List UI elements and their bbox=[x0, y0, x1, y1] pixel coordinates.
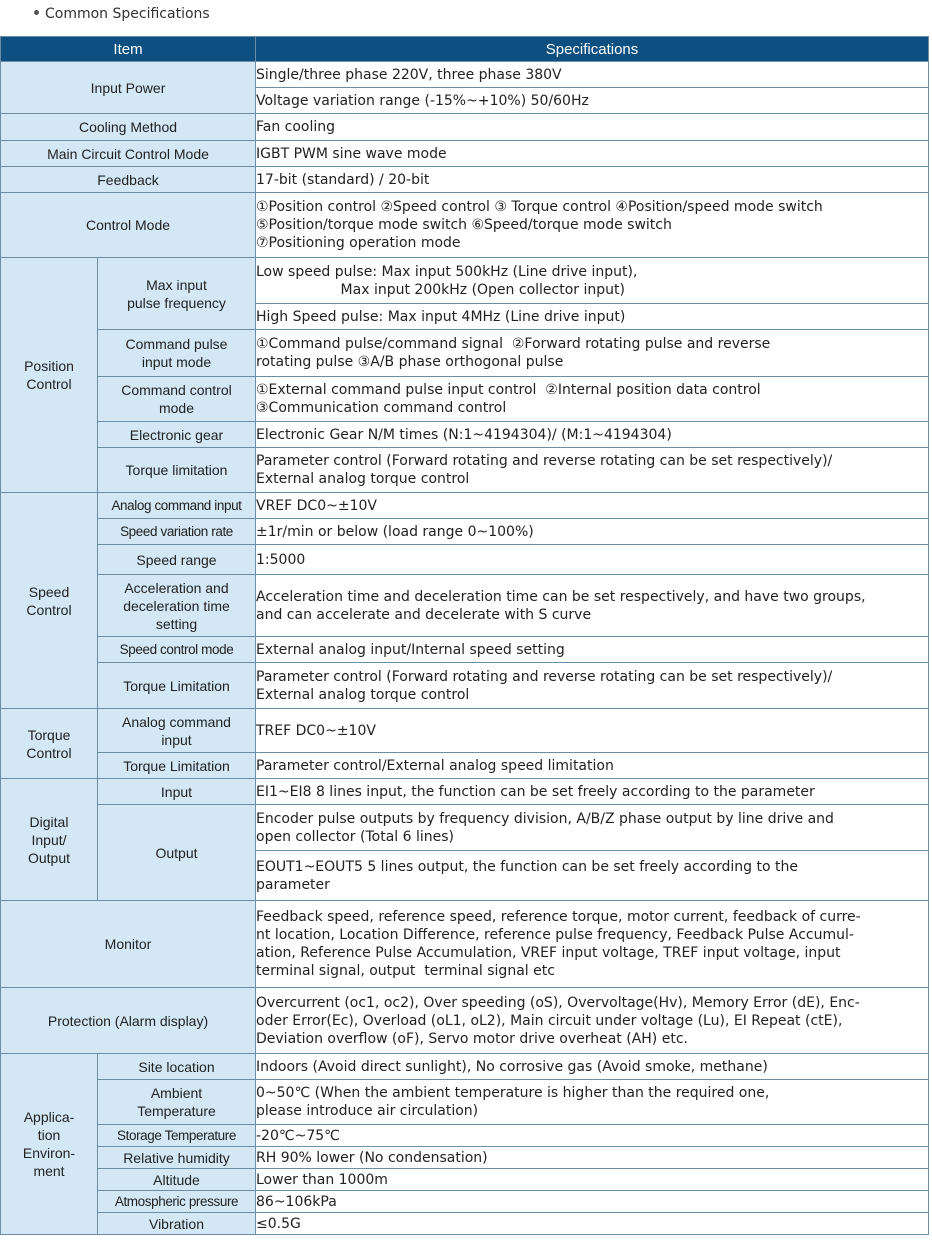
table-row bbox=[1, 709, 929, 753]
table-row bbox=[1, 448, 929, 493]
group-label-line: Torque bbox=[27, 726, 71, 743]
spec-analog-command: VREF DC0~±10V bbox=[256, 493, 929, 519]
table-row bbox=[1, 1169, 929, 1191]
table-row bbox=[1, 377, 929, 422]
table-row bbox=[1, 114, 929, 141]
spec-line: ①External command pulse input control ②Internal position data control bbox=[256, 382, 761, 398]
sub-label-electronic-gear: Electronic gear bbox=[98, 422, 256, 448]
spec-max-input-high: High Speed pulse: Max input 4MHz (Line drive input) bbox=[256, 304, 929, 330]
group-label-digital-io bbox=[1, 779, 98, 901]
spec-atmospheric-pressure: 86~106kPa bbox=[256, 1191, 929, 1213]
spec-feedback: 17-bit (standard) / 20-bit bbox=[256, 167, 929, 193]
group-label-line: Digital bbox=[29, 813, 69, 830]
spec-acceleration bbox=[256, 575, 929, 637]
sub-label-torque-control-limitation: Torque Limitation bbox=[98, 753, 256, 779]
spec-torque-control-limitation: Parameter control/External analog speed limitation bbox=[256, 753, 929, 779]
row-label-cooling: Cooling Method bbox=[1, 114, 256, 141]
spec-line: ⑤Position/torque mode switch ⑥Speed/torque mode switch bbox=[256, 217, 672, 233]
spec-control-mode bbox=[256, 193, 929, 258]
spec-line: Max input 200kHz (Open collector input) bbox=[256, 281, 625, 298]
sub-label-line: Command pulse bbox=[125, 336, 228, 352]
spec-line: 0~50℃ (When the ambient temperature is higher than the required one, bbox=[256, 1085, 770, 1101]
spec-line: oder Error(Ec), Overload (oL1, oL2), Main circuit under voltage (Lu), EI Repeat (ctE), bbox=[256, 1012, 843, 1029]
sub-label-line: Analog command bbox=[122, 713, 231, 730]
spec-ambient-temperature bbox=[256, 1080, 929, 1125]
group-label-line: Position bbox=[24, 358, 74, 374]
header-specifications: Specifications bbox=[256, 37, 929, 62]
table-row bbox=[1, 1213, 929, 1235]
spec-max-input-low bbox=[256, 258, 929, 304]
sub-label-altitude: Altitude bbox=[98, 1169, 256, 1191]
header-item: Item bbox=[1, 37, 256, 62]
spec-speed-torque-limitation bbox=[256, 663, 929, 709]
spec-torque-limitation bbox=[256, 448, 929, 493]
spec-speed-control-mode: External analog input/Internal speed setting bbox=[256, 637, 929, 663]
section-title-text: Common Specifications bbox=[45, 6, 210, 22]
group-label-line: Control bbox=[26, 601, 72, 618]
table-row bbox=[1, 493, 929, 519]
row-label-input-power: Input Power bbox=[1, 62, 256, 114]
spec-input-power-1: Single/three phase 220V, three phase 380V bbox=[256, 62, 929, 88]
group-label-line: Output bbox=[27, 849, 71, 866]
table-row bbox=[1, 545, 929, 575]
spec-line: Parameter control (Forward rotating and reverse rotating can be set respectively)/ bbox=[256, 668, 833, 685]
row-label-control-mode: Control Mode bbox=[1, 193, 256, 258]
spec-line: Feedback speed, reference speed, reference torque, motor current, feedback of curre- bbox=[256, 909, 861, 925]
sub-label-storage-temperature: Storage Temperature bbox=[98, 1125, 256, 1147]
table-row bbox=[1, 1125, 929, 1147]
sub-label-line: Ambient bbox=[150, 1085, 203, 1101]
group-label-line: Applica- bbox=[23, 1109, 75, 1125]
table-row bbox=[1, 167, 929, 193]
sub-label-torque-analog bbox=[98, 709, 256, 753]
spec-input: EI1~EI8 8 lines input, the function can be set freely according to the parameter bbox=[256, 779, 929, 805]
group-label-line: Input/ bbox=[31, 831, 67, 848]
sub-label-line: Max input bbox=[146, 276, 207, 293]
row-label-monitor: Monitor bbox=[1, 901, 256, 988]
table-row bbox=[1, 1080, 929, 1125]
spec-electronic-gear: Electronic Gear N/M times (N:1~4194304)/ (M:1~4194304) bbox=[256, 422, 929, 448]
group-label-speed-control bbox=[1, 493, 98, 709]
spec-line: Low speed pulse: Max input 500kHz (Line drive input), bbox=[256, 263, 638, 280]
group-label-line: Control bbox=[26, 744, 72, 761]
table-row bbox=[1, 1191, 929, 1213]
spec-line: ①Command pulse/command signal ②Forward rotating pulse and reverse bbox=[256, 336, 771, 352]
table-row bbox=[1, 62, 929, 88]
sub-label-output: Output bbox=[98, 805, 256, 901]
table-row bbox=[1, 141, 929, 167]
spec-line: open collector (Total 6 lines) bbox=[256, 828, 454, 845]
group-label-line: Environ- bbox=[22, 1145, 76, 1161]
spec-input-power-2: Voltage variation range (-15%~+10%) 50/60Hz bbox=[256, 88, 929, 114]
spec-line: Encoder pulse outputs by frequency division, A/B/Z phase output by line drive and bbox=[256, 810, 834, 827]
sub-label-line: setting bbox=[155, 615, 198, 632]
sub-label-line: input mode bbox=[141, 354, 212, 370]
sub-label-atmospheric-pressure: Atmospheric pressure bbox=[98, 1191, 256, 1213]
spec-site-location: Indoors (Avoid direct sunlight), No corrosive gas (Avoid smoke, methane) bbox=[256, 1054, 929, 1080]
table-row bbox=[1, 1054, 929, 1080]
sub-label-line: mode bbox=[158, 400, 195, 416]
table-row bbox=[1, 637, 929, 663]
spec-speed-variation: ±1r/min or below (load range 0~100%) bbox=[256, 519, 929, 545]
sub-label-analog-command: Analog command input bbox=[98, 493, 256, 519]
spec-table bbox=[0, 36, 929, 1235]
spec-altitude: Lower than 1000m bbox=[256, 1169, 929, 1191]
spec-line: Acceleration time and deceleration time can be set respectively, and have two groups, bbox=[256, 588, 866, 605]
sub-label-line: Temperature bbox=[137, 1103, 216, 1119]
sub-label-ambient-temperature bbox=[98, 1080, 256, 1125]
spec-line: ③Communication command control bbox=[256, 400, 507, 416]
spec-output-eout bbox=[256, 851, 929, 901]
row-label-feedback: Feedback bbox=[1, 167, 256, 193]
table-row bbox=[1, 422, 929, 448]
group-label-line: Control bbox=[26, 376, 72, 392]
table-row bbox=[1, 193, 929, 258]
row-label-protection: Protection (Alarm display) bbox=[1, 988, 256, 1054]
sub-label-input: Input bbox=[98, 779, 256, 805]
row-label-main-circuit: Main Circuit Control Mode bbox=[1, 141, 256, 167]
spec-line: ation, Reference Pulse Accumulation, VREF input voltage, TREF input voltage, input bbox=[256, 945, 841, 961]
spec-line: nt location, Location Difference, reference pulse frequency, Feedback Pulse Accumul- bbox=[256, 927, 854, 943]
sub-label-speed-range: Speed range bbox=[98, 545, 256, 575]
spec-line: rotating pulse ③A/B phase orthogonal pulse bbox=[256, 354, 564, 370]
bullet-icon bbox=[34, 10, 39, 15]
section-title bbox=[34, 6, 210, 22]
group-label-position-control bbox=[1, 258, 98, 493]
sub-label-line: deceleration time bbox=[123, 597, 230, 614]
spec-line: please introduce air circulation) bbox=[256, 1103, 479, 1119]
spec-line: parameter bbox=[256, 876, 330, 893]
sub-label-line: Acceleration and bbox=[124, 579, 229, 596]
table-row bbox=[1, 330, 929, 377]
spec-command-control bbox=[256, 377, 929, 422]
table-row bbox=[1, 753, 929, 779]
spec-speed-range: 1:5000 bbox=[256, 545, 929, 575]
spec-cooling: Fan cooling bbox=[256, 114, 929, 141]
spec-line: ①Position control ②Speed control ③ Torque control ④Position/speed mode switch bbox=[256, 199, 823, 215]
spec-main-circuit: IGBT PWM sine wave mode bbox=[256, 141, 929, 167]
table-header-row bbox=[1, 37, 929, 62]
sub-label-command-pulse bbox=[98, 330, 256, 377]
spec-line: Overcurrent (oc1, oc2), Over speeding (oS), Overvoltage(Hv), Memory Error (dE), Enc- bbox=[256, 994, 860, 1011]
sub-label-vibration: Vibration bbox=[98, 1213, 256, 1235]
spec-output-encoder bbox=[256, 805, 929, 851]
group-label-torque-control bbox=[1, 709, 98, 779]
sub-label-relative-humidity: Relative humidity bbox=[98, 1147, 256, 1169]
table-row bbox=[1, 663, 929, 709]
spec-line: Deviation overflow (oF), Servo motor drive overheat (AH) etc. bbox=[256, 1030, 688, 1047]
sub-label-site-location: Site location bbox=[98, 1054, 256, 1080]
spec-line: Parameter control (Forward rotating and reverse rotating can be set respectively)/ bbox=[256, 453, 833, 469]
sub-label-max-input bbox=[98, 258, 256, 330]
sub-label-speed-torque-limitation: Torque Limitation bbox=[98, 663, 256, 709]
spec-line: and can accelerate and decelerate with S curve bbox=[256, 606, 592, 623]
table-row bbox=[1, 258, 929, 304]
table-row bbox=[1, 575, 929, 637]
group-label-line: Speed bbox=[28, 583, 70, 600]
table-row bbox=[1, 901, 929, 988]
spec-protection bbox=[256, 988, 929, 1054]
sub-label-torque-limitation: Torque limitation bbox=[98, 448, 256, 493]
spec-line: terminal signal, output terminal signal etc bbox=[256, 963, 555, 979]
sub-label-command-control bbox=[98, 377, 256, 422]
spec-torque-analog: TREF DC0~±10V bbox=[256, 709, 929, 753]
spec-storage-temperature: -20℃~75℃ bbox=[256, 1125, 929, 1147]
sub-label-line: input bbox=[161, 731, 192, 748]
table-row bbox=[1, 779, 929, 805]
table-row bbox=[1, 519, 929, 545]
group-label-line: tion bbox=[37, 1127, 61, 1143]
group-label-line: ment bbox=[33, 1163, 65, 1179]
spec-line: EOUT1~EOUT5 5 lines output, the function can be set freely according to the bbox=[256, 858, 798, 875]
table-row bbox=[1, 805, 929, 851]
spec-command-pulse bbox=[256, 330, 929, 377]
group-label-environment bbox=[1, 1054, 98, 1235]
table-row bbox=[1, 1147, 929, 1169]
sub-label-speed-control-mode: Speed control mode bbox=[98, 637, 256, 663]
spec-relative-humidity: RH 90% lower (No condensation) bbox=[256, 1147, 929, 1169]
spec-vibration: ≤0.5G bbox=[256, 1213, 929, 1235]
sub-label-acceleration bbox=[98, 575, 256, 637]
sub-label-line: pulse frequency bbox=[127, 294, 226, 311]
spec-monitor bbox=[256, 901, 929, 988]
table-row bbox=[1, 988, 929, 1054]
spec-line: ⑦Positioning operation mode bbox=[256, 235, 461, 251]
sub-label-line: Command control bbox=[121, 382, 232, 398]
spec-line: External analog torque control bbox=[256, 686, 470, 703]
sub-label-speed-variation: Speed variation rate bbox=[98, 519, 256, 545]
spec-line: External analog torque control bbox=[256, 471, 470, 487]
